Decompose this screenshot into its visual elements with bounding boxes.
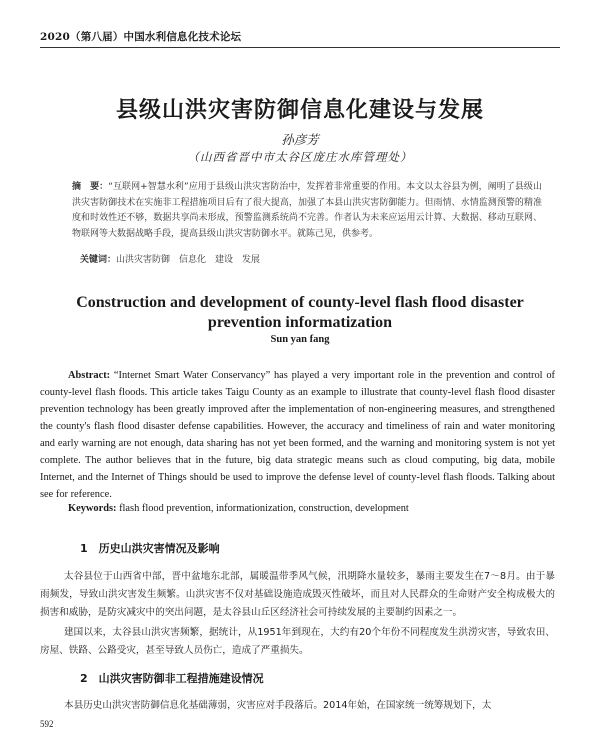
- english-abstract-text: “Internet Smart Water Conservancy” has played a very important role in the prevention and control of county-level flash floods. This article takes Taigu County as an example to illustrate that county-level flash flood disaster prevention technology has been greatly improved after the implementation of non-engineering measures, and strengthened the county's flash flood disaster defense capabilities. However, the accuracy and timeliness of rain and water monitoring and early warning are not enough, data sharing has not yet been formed, and the warning and monitoring system is not yet complete. The author believes that in the future, big data strategic means such as cloud computing, big data, mobile Internet, and the Internet of Things should be used to improve the defense level of county-level flash floods. Talking about see for reference.: [40, 370, 555, 500]
- header-rule: [40, 47, 560, 48]
- chinese-keywords-text: 山洪灾害防御 信息化 建设 发展: [116, 255, 261, 265]
- section-2-paragraph-1: 本县历史山洪灾害防御信息化基础薄弱，灾害应对手段落后。2014年始，在国家统一统筹规划下，太: [64, 700, 492, 711]
- chinese-abstract: [72, 180, 542, 242]
- chinese-abstract-text: “互联网+智慧水利”应用于县级山洪灾害防治中，发挥着非常重要的作用。本文以太谷县为例，阐明了县级山洪灾害防御技术在实施非工程措施项目后有了很大提高，加强了本县山洪灾害防御能力。但雨情、水情监测预警的精准度和时效性还不够，数据共享尚未形成，预警监测系统尚不完善。作者认为未来应运用云计算、大数据、移动互联网、物联网等大数据战略手段，提高县级山洪灾害防御水平。就陈己见，供参考。: [72, 182, 542, 239]
- english-title: Construction and development of county-level flash flood disaster prevention informatization: [76, 294, 524, 331]
- section-2-heading: 2 山洪灾害防御非工程措施建设情况: [80, 672, 264, 685]
- page-number: 592: [40, 719, 54, 729]
- chinese-title: 县级山洪灾害防御信息化建设与发展: [115, 98, 484, 123]
- chinese-author: 孙彦芳: [281, 132, 319, 147]
- chinese-affiliation: （山西省晋中市太谷区庞庄水库管理处）: [187, 150, 413, 164]
- english-abstract: [40, 367, 555, 503]
- chinese-abstract-label: 摘 要：: [72, 182, 109, 192]
- english-keywords-text: flash flood prevention, informationization, construction, development: [116, 503, 409, 514]
- section-1-paragraph-1: 太谷县位于山西省中部，晋中盆地东北部，属暖温带季风气候，汛期降水量较多，暴雨主要发生在7～8月。由于暴雨频发，导致山洪灾害发生频繁。山洪灾害不仅对基础设施造成毁灭性破坏，而且对人民群众的生命财产安全构成极大的损害和威胁，是防灾减灾中的突出问题，是太谷县山丘区经济社会可持续发展的主要制约因素之一。: [40, 571, 555, 618]
- chinese-keywords: [80, 252, 260, 265]
- section-1-paragraph-2: 建国以来，太谷县山洪灾害频繁，据统计，从1951年到现在，大约有20个年份不同程度发生洪涝灾害，导致农田、房屋、铁路、公路受灾，甚至导致人员伤亡，造成了严重损失。: [40, 627, 555, 656]
- section-1-heading: 1 历史山洪灾害情况及影响: [80, 542, 220, 555]
- english-keywords: [68, 503, 409, 514]
- running-header: 2020（第八届）中国水利信息化技术论坛: [40, 31, 242, 43]
- english-author: Sun yan fang: [270, 334, 330, 345]
- english-keywords-label: Keywords:: [68, 503, 117, 514]
- english-abstract-label: Abstract:: [68, 370, 111, 381]
- chinese-keywords-label: 关键词：: [80, 255, 117, 265]
